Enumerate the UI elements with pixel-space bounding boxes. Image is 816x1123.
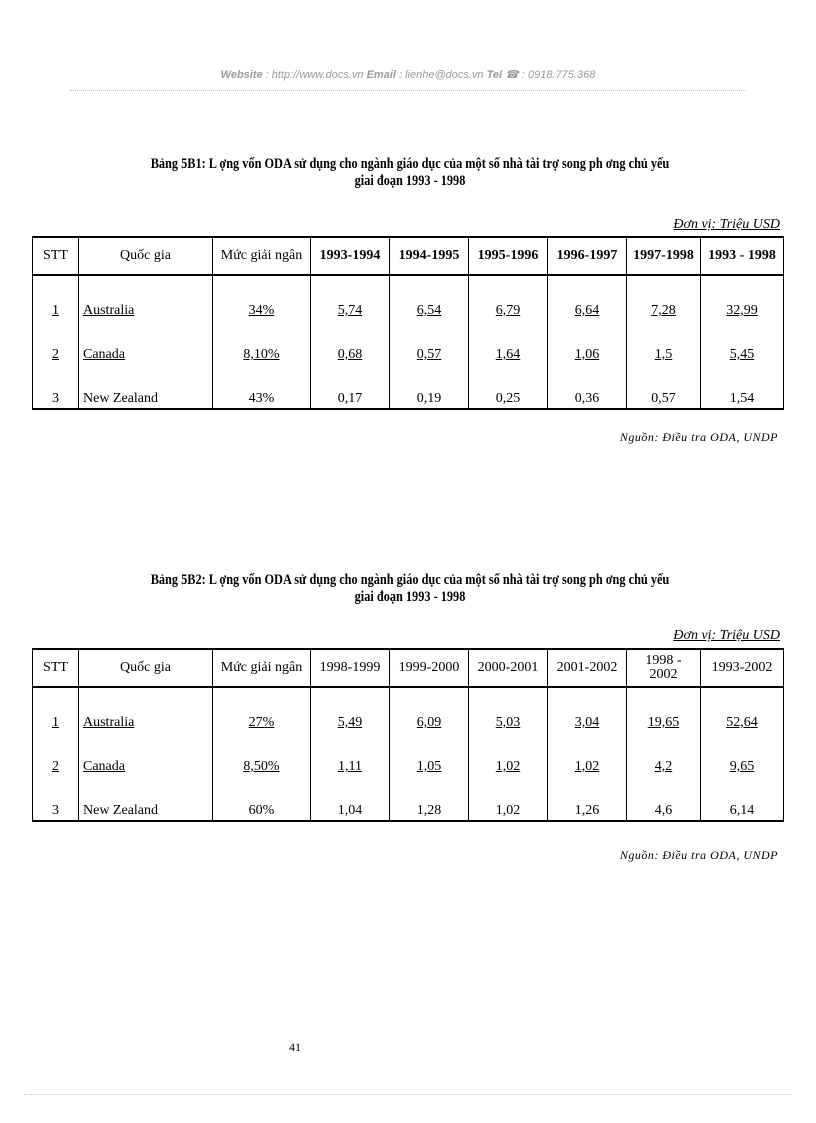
table-cell: 1,04 bbox=[311, 776, 390, 821]
table2-title-line2: giai đoạn 1993 - 1998 bbox=[354, 589, 466, 605]
table-row bbox=[33, 776, 784, 821]
table-row bbox=[33, 320, 784, 364]
table-cell: New Zealand bbox=[79, 364, 213, 409]
col-header: 2000-2001 bbox=[469, 649, 548, 687]
table-cell: 0,17 bbox=[311, 364, 390, 409]
table-cell: New Zealand bbox=[79, 776, 213, 821]
table-cell: 0,25 bbox=[469, 364, 548, 409]
table-row bbox=[33, 732, 784, 776]
table2-unit: Đơn vị: Triệu USD bbox=[673, 628, 780, 643]
table-cell: 0,19 bbox=[390, 364, 469, 409]
tel-value: ☎ : 0918.775.368 bbox=[502, 69, 596, 81]
website-label: Website bbox=[220, 69, 263, 81]
table-cell: Australia bbox=[79, 687, 213, 732]
table-cell: 6,64 bbox=[548, 275, 627, 320]
col-header: 1998 - 2002 bbox=[627, 649, 701, 687]
table-cell: 1,54 bbox=[701, 364, 784, 409]
table-cell: 6,14 bbox=[701, 776, 784, 821]
table-cell: 2 bbox=[33, 320, 79, 364]
table-cell: 0,36 bbox=[548, 364, 627, 409]
col-header: STT bbox=[33, 649, 79, 687]
table-cell: 43% bbox=[213, 364, 311, 409]
table-cell: 0,68 bbox=[311, 320, 390, 364]
table-cell: 5,49 bbox=[311, 687, 390, 732]
table-cell: 6,54 bbox=[390, 275, 469, 320]
table-cell: 6,09 bbox=[390, 687, 469, 732]
tel-label: Tel bbox=[486, 69, 503, 81]
col-header: STT bbox=[33, 237, 79, 275]
table2-title bbox=[107, 572, 714, 606]
table-cell: 3,04 bbox=[548, 687, 627, 732]
table-cell: 1,11 bbox=[311, 732, 390, 776]
table-cell: 34% bbox=[213, 275, 311, 320]
table-cell: 5,45 bbox=[701, 320, 784, 364]
table-cell: 1,26 bbox=[548, 776, 627, 821]
table-cell: 4,6 bbox=[627, 776, 701, 821]
col-header: Mức giải ngân bbox=[213, 649, 311, 687]
table-cell: Australia bbox=[79, 275, 213, 320]
table1 bbox=[32, 236, 784, 410]
table-cell: 1,02 bbox=[469, 732, 548, 776]
col-header: 1998-1999 bbox=[311, 649, 390, 687]
table-cell: 1,64 bbox=[469, 320, 548, 364]
page-number: 41 bbox=[289, 1040, 301, 1054]
table1-title bbox=[107, 156, 714, 190]
col-header: 1993 - 1998 bbox=[701, 237, 784, 275]
table1-source: Nguồn: Điều tra ODA, UNDP bbox=[619, 430, 778, 444]
table-cell: 19,65 bbox=[627, 687, 701, 732]
col-header: 2001-2002 bbox=[548, 649, 627, 687]
table-cell: 32,99 bbox=[701, 275, 784, 320]
website-value: : http://www.docs.vn bbox=[262, 69, 367, 81]
page-header bbox=[0, 68, 816, 81]
table-cell: 7,28 bbox=[627, 275, 701, 320]
table-cell: 1,05 bbox=[390, 732, 469, 776]
col-header: Quốc gia bbox=[79, 649, 213, 687]
col-header: 1999-2000 bbox=[390, 649, 469, 687]
table-cell: 52,64 bbox=[701, 687, 784, 732]
table-cell: 0,57 bbox=[390, 320, 469, 364]
table-cell: 8,10% bbox=[213, 320, 311, 364]
col-header: 1995-1996 bbox=[469, 237, 548, 275]
table-cell: 4,2 bbox=[627, 732, 701, 776]
table2 bbox=[32, 648, 784, 822]
table-cell: 1,02 bbox=[469, 776, 548, 821]
table2-header-row bbox=[33, 649, 784, 687]
table2-source: Nguồn: Điều tra ODA, UNDP bbox=[619, 848, 778, 862]
col-header: Quốc gia bbox=[79, 237, 213, 275]
table-cell: 2 bbox=[33, 732, 79, 776]
email-label: Email bbox=[366, 69, 396, 81]
col-header: 1993-1994 bbox=[311, 237, 390, 275]
col-header: 1996-1997 bbox=[548, 237, 627, 275]
table-cell: 1 bbox=[33, 275, 79, 320]
col-header: Mức giải ngân bbox=[213, 237, 311, 275]
table-cell: 5,74 bbox=[311, 275, 390, 320]
table-row bbox=[33, 275, 784, 320]
table-cell: Canada bbox=[79, 320, 213, 364]
table-cell: 1,28 bbox=[390, 776, 469, 821]
table-cell: 8,50% bbox=[213, 732, 311, 776]
table-row bbox=[33, 364, 784, 409]
table-cell: 0,57 bbox=[627, 364, 701, 409]
table-cell: 1 bbox=[33, 687, 79, 732]
col-header: 1994-1995 bbox=[390, 237, 469, 275]
table-cell: 3 bbox=[33, 364, 79, 409]
table1-title-line2: giai đoạn 1993 - 1998 bbox=[354, 173, 466, 189]
footer-divider bbox=[24, 1094, 792, 1095]
table-cell: 9,65 bbox=[701, 732, 784, 776]
table1-header-row bbox=[33, 237, 784, 275]
email-value: : lienhe@docs.vn bbox=[395, 69, 487, 81]
table-cell: Canada bbox=[79, 732, 213, 776]
col-header: 1997-1998 bbox=[627, 237, 701, 275]
col-header: 1993-2002 bbox=[701, 649, 784, 687]
table-row bbox=[33, 687, 784, 732]
table-cell: 1,5 bbox=[627, 320, 701, 364]
table1-unit: Đơn vị: Triệu USD bbox=[673, 217, 780, 232]
table-cell: 6,79 bbox=[469, 275, 548, 320]
table-cell: 3 bbox=[33, 776, 79, 821]
table-cell: 60% bbox=[213, 776, 311, 821]
header-divider bbox=[70, 90, 746, 91]
table-cell: 5,03 bbox=[469, 687, 548, 732]
table-cell: 27% bbox=[213, 687, 311, 732]
table1-title-line1: Bảng 5B1: L ợng vốn ODA sử dụng cho ngành giáo dục của một số nhà tài trợ song ph ơng chủ yếu bbox=[150, 156, 670, 172]
table2-title-line1: Bảng 5B2: L ợng vốn ODA sử dụng cho ngành giáo dục của một số nhà tài trợ song ph ơng chủ yếu bbox=[150, 572, 670, 588]
table-cell: 1,02 bbox=[548, 732, 627, 776]
table-cell: 1,06 bbox=[548, 320, 627, 364]
